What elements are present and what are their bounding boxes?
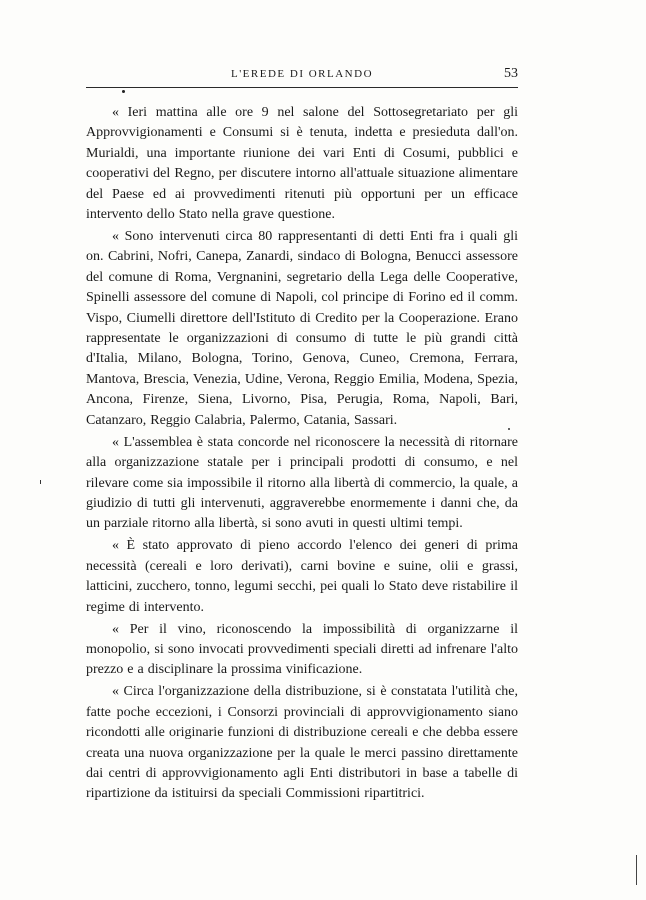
ink-speck <box>40 480 41 484</box>
ink-dot <box>122 90 125 93</box>
body-text <box>86 103 518 805</box>
paragraph-1: « Ieri mattina alle ore 9 nel salone del Sottosegretariato per gli Approvvigionamenti e Consumi si è tenuta, indetta e presieduta dall'on. Murialdi, una importante riunione dei vari Enti di Cosumi, pubblici e cooperativi del Regno, per discutere intorno all'attuale situazione alimentare del Paese ed ai provvedimenti ritenuti più opportuni per un efficace intervento dello Stato nella grave questione. <box>86 105 518 223</box>
page-number: 53 <box>504 66 518 81</box>
paragraph-4: « È stato approvato di pieno accordo l'elenco dei generi di prima necessità (cereali e loro derivati), carni bovine e suine, olii e grassi, latticini, zucchero, tonno, legumi secchi, pei quali lo Stato deve ristabilire il regime di intervento. <box>86 538 518 615</box>
paragraph-2: « Sono intervenuti circa 80 rappresentanti di detti Enti fra i quali gli on. Cabrini, Nofri, Canepa, Zanardi, sindaco di Bologna, Benucci assessore del comune di Roma, Vergnanini, segretario della Lega delle Cooperative, Spinelli assessore del comune di Napoli, col principe di Forino ed il comm. Vispo, Ciumelli direttore dell'Istituto di Credito per la Cooperazione. Erano rappresentate le organizzazioni di consumo di tutte le più grandi città d'Italia, Milano, Bologna, Torino, Genova, Cuneo, Cremona, Ferrara, Mantova, Brescia, Venezia, Udine, Verona, Reggio Emilia, Modena, Spezia, Ancona, Firenze, Siena, Livorno, Pisa, Perugia, Roma, Napoli, Bari, Catanzaro, Reggio Calabria, Palermo, Catania, Sassari. <box>86 229 518 428</box>
running-title: L'EREDE DI ORLANDO <box>230 68 374 80</box>
running-head <box>86 66 518 88</box>
page-edge-mark <box>636 855 637 885</box>
paragraph-5: « Per il vino, riconoscendo la impossibilità di organizzarne il monopolio, si sono invocati provvedimenti speciali diretti ad infrenare l'alto prezzo e a disciplinare la prossima vinificazione. <box>86 621 518 678</box>
ink-speck <box>508 428 510 430</box>
header-rule <box>86 87 518 88</box>
paragraph-3: « L'assemblea è stata concorde nel riconoscere la necessità di ritornare alla organizzazione statale per i principali prodotti di consumo, e nel rilevare come sia impossibile il ritorno alla libertà di commercio, la quale, a giudizio di tutti gli intervenuti, aggraverebbe enormemente i danni che, da un parziale ritorno alla libertà, si sono avuti in questi ultimi tempi. <box>86 434 518 532</box>
paragraph-6: « Circa l'organizzazione della distribuzione, si è constatata l'utilità che, fatte poche eccezioni, i Consorzi provinciali di approvvigionamento siano ricondotti alle originarie funzioni di distribuzione cereali e che debba essere creata una nuova organizzazione per la quale le merci passino direttamente dai centri di approvvigionamento agli Enti distributori in base a tabelle di ripartizione da istituirsi da speciali Commissioni ripartitrici. <box>86 684 518 802</box>
